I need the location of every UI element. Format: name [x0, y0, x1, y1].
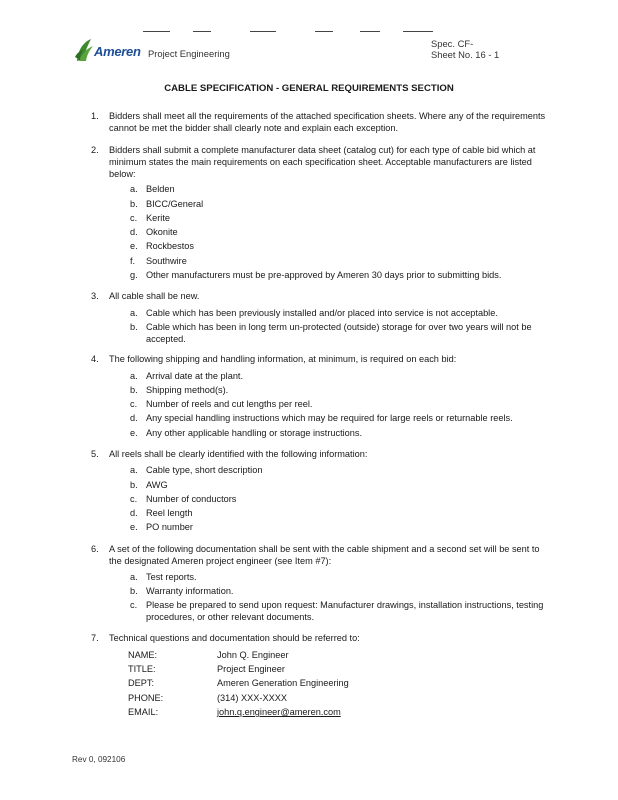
subitem-letter: a. [130, 572, 138, 582]
subitem-letter: a. [130, 371, 138, 381]
item-number: 3. [91, 291, 99, 301]
subitem-text: Belden [146, 184, 175, 194]
subitem-letter: d. [130, 413, 138, 423]
item-text: Bidders shall meet all the requirements of the attached specification sheets. Where any of the requirements cannot be met the bidder shall clearly note and explain each exception. [109, 111, 546, 133]
subitem-letter: a. [130, 308, 138, 318]
subitem-letter: c. [130, 600, 138, 610]
subitem-letter: f. [130, 256, 136, 266]
subitem-letter: c. [130, 399, 138, 409]
subitem-letter: c. [130, 213, 138, 223]
subitem-letter: a. [130, 184, 138, 194]
subitem-text: Okonite [146, 227, 178, 237]
subitem-letter: c. [130, 494, 138, 504]
sheet-number: Sheet No. 16 - 1 [431, 49, 500, 60]
contact-name-value: John Q. Engineer [217, 650, 289, 660]
subitem-text: AWG [146, 480, 168, 490]
subitem-text: PO number [146, 522, 193, 532]
revision-footer: Rev 0, 092106 [72, 755, 126, 764]
subitem-text: Number of conductors [146, 494, 237, 504]
subitem-letter: b. [130, 385, 138, 395]
item-number: 1. [91, 111, 99, 121]
subitem-text: Test reports. [146, 572, 197, 582]
contact-email-label: EMAIL: [128, 707, 159, 717]
subitem-letter: d. [130, 227, 138, 237]
item-text: All cable shall be new. [109, 291, 200, 301]
contact-title-label: TITLE: [128, 664, 156, 674]
header-rule [250, 31, 276, 32]
contact-email-link[interactable]: john.q.engineer@ameren.com [217, 707, 341, 717]
subitem-letter: e. [130, 428, 138, 438]
item-number: 6. [91, 544, 99, 554]
header-rule [193, 31, 211, 32]
subitem-text: Warranty information. [146, 586, 234, 596]
item-number: 5. [91, 449, 99, 459]
item-text: Technical questions and documentation should be referred to: [109, 633, 360, 643]
subitem-text: Please be prepared to send upon request: Manufacturer drawings, installation instructions, testing procedures, or other relevant documents. [146, 600, 544, 622]
subitem-text: Cable type, short description [146, 465, 263, 475]
item-text: A set of the following documentation shall be sent with the cable shipment and a second set will be sent to the designated Ameren project engineer (see Item #7): [109, 544, 540, 566]
contact-phone-label: PHONE: [128, 693, 164, 703]
subitem-text: Any other applicable handling or storage instructions. [146, 428, 363, 438]
header-rule [403, 31, 433, 32]
subitem-letter: e. [130, 522, 138, 532]
subitem-letter: g. [130, 270, 138, 280]
subitem-letter: b. [130, 586, 138, 596]
subitem-letter: e. [130, 241, 138, 251]
ameren-logo [74, 37, 144, 63]
header-rule [360, 31, 380, 32]
subitem-text: Rockbestos [146, 241, 195, 251]
subitem-letter: a. [130, 465, 138, 475]
contact-name-label: NAME: [128, 650, 158, 660]
header-rule [143, 31, 170, 32]
item-text: All reels shall be clearly identified with the following information: [109, 449, 368, 459]
document-title: CABLE SPECIFICATION - GENERAL REQUIREMENTS SECTION [164, 83, 454, 94]
item-number: 7. [91, 633, 99, 643]
contact-title-value: Project Engineer [217, 664, 285, 674]
leaf-icon [74, 37, 96, 63]
subitem-text: Kerite [146, 213, 171, 223]
subitem-text: Arrival date at the plant. [146, 371, 244, 381]
contact-dept-value: Ameren Generation Engineering [217, 678, 349, 688]
subitem-text: Reel length [146, 508, 193, 518]
subitem-letter: b. [130, 322, 138, 332]
subitem-text: BICC/General [146, 199, 204, 209]
subitem-text: Number of reels and cut lengths per reel. [146, 399, 313, 409]
contact-phone-value: (314) XXX-XXXX [217, 693, 287, 703]
spec-number: Spec. CF- [431, 38, 474, 49]
subitem-text: Shipping method(s). [146, 385, 229, 395]
item-text: The following shipping and handling information, at minimum, is required on each bid: [109, 354, 457, 364]
item-text: Bidders shall submit a complete manufacturer data sheet (catalog cut) for each type of cable bid which at minimum states the main requirements on each specification sheet. Acceptable manufacturers are listed below: [109, 145, 536, 179]
subitem-letter: d. [130, 508, 138, 518]
subitem-text: Cable which has been previously installed and/or placed into service is not acceptable. [146, 308, 498, 318]
subitem-text: Any special handling instructions which may be required for large reels or returnable reels. [146, 413, 513, 423]
header-rule [315, 31, 333, 32]
subitem-letter: b. [130, 199, 138, 209]
subitem-text: Cable which has been in long term un-protected (outside) storage for over two years will not be accepted. [146, 322, 532, 344]
item-number: 2. [91, 145, 99, 155]
subitem-letter: b. [130, 480, 138, 490]
contact-dept-label: DEPT: [128, 678, 155, 688]
subitem-text: Other manufacturers must be pre-approved by Ameren 30 days prior to submitting bids. [146, 270, 502, 280]
department-label: Project Engineering [148, 48, 230, 59]
item-number: 4. [91, 354, 99, 364]
logo-wordmark: Ameren [94, 44, 141, 59]
subitem-text: Southwire [146, 256, 187, 266]
